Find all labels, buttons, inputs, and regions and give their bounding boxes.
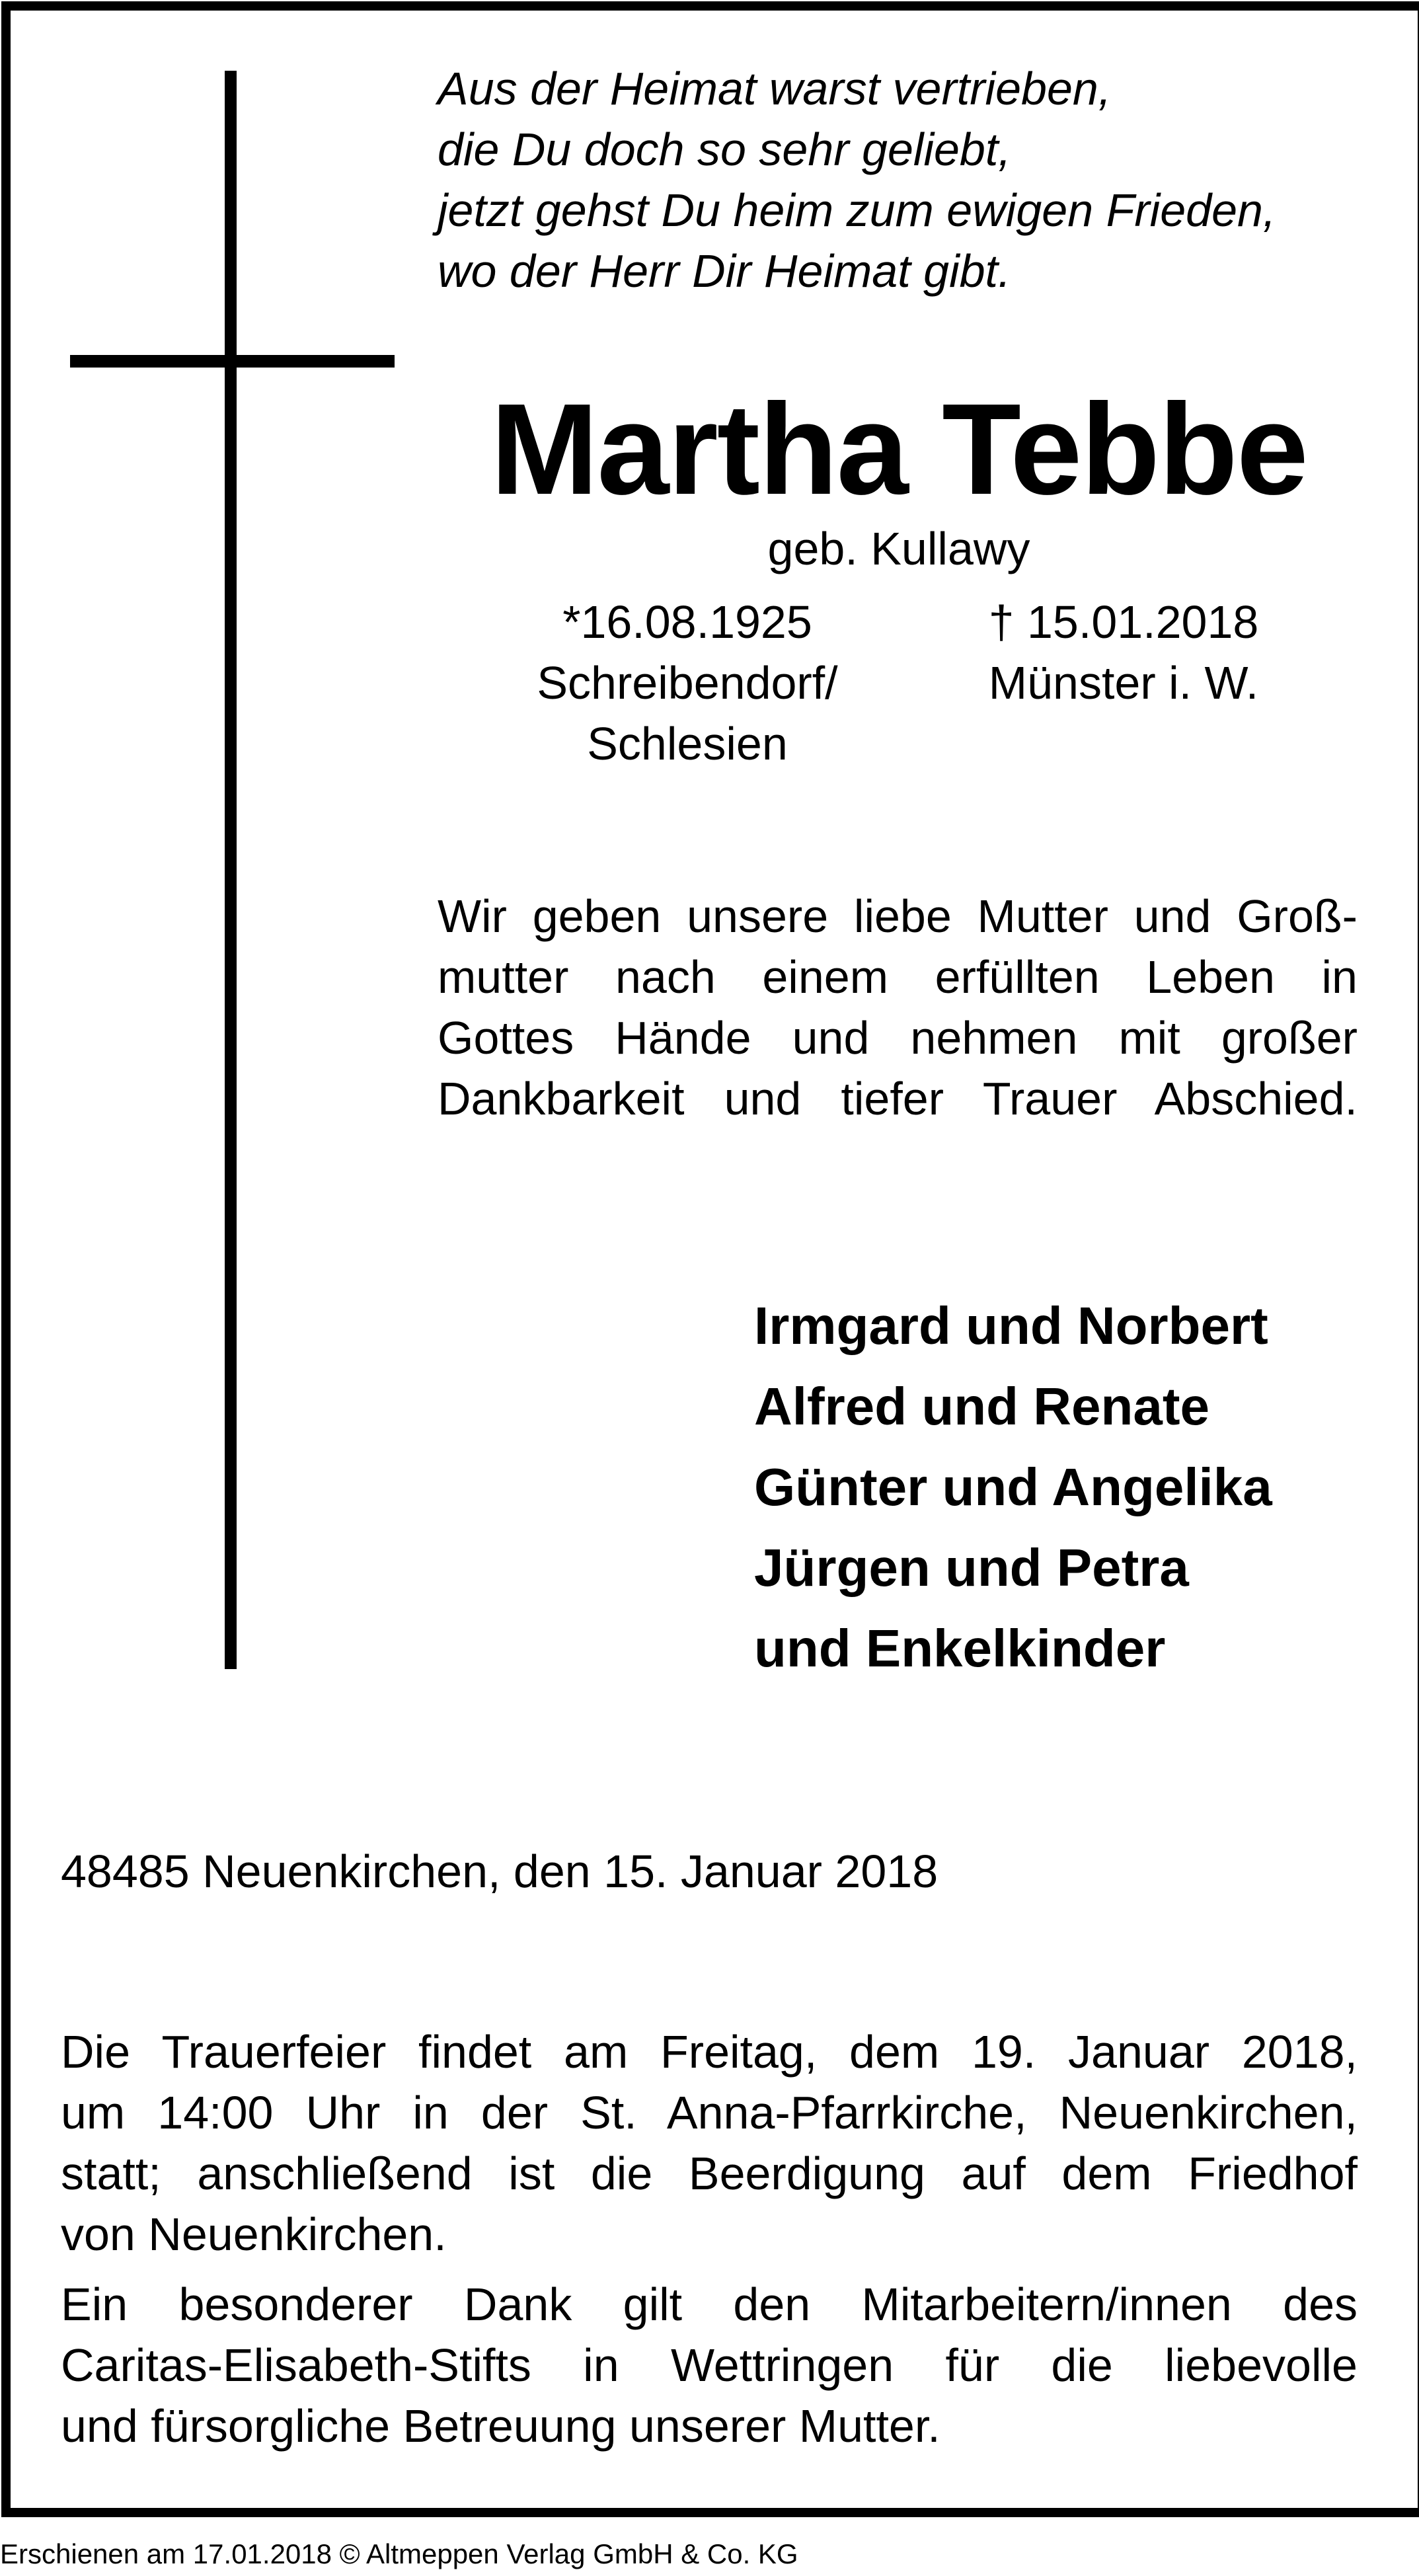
thanks-line: und fürsorgliche Betreuung unserer Mutter. (61, 2400, 940, 2452)
funeral-line: Die Trauerfeier findet am Freitag, dem 19. Januar 2018, (61, 2026, 1358, 2078)
funeral-line: von Neuenkirchen. (61, 2208, 447, 2260)
mourner-entry: Günter und Angelika (754, 1458, 1272, 1516)
poem-line: wo der Herr Dir Heimat gibt. (438, 245, 1011, 297)
thanks-notice (61, 2274, 1358, 2456)
publication-footer: Erschienen am 17.01.2018 © Altmeppen Verlag GmbH & Co. KG (0, 2538, 798, 2569)
cross-icon-horizontal-bar (70, 355, 395, 368)
thanks-line: Ein besonderer Dank gilt den Mitarbeitern/innen des (61, 2279, 1358, 2330)
statement-line: mutter nach einem erfüllten Leben in (438, 951, 1358, 1003)
deceased-name: Martha Tebbe (490, 377, 1307, 522)
birth-info (463, 592, 912, 774)
death-place: Münster i. W. (988, 657, 1259, 709)
poem-line: die Du doch so sehr geliebt, (438, 124, 1011, 175)
birth-place: Schreibendorf/ (537, 657, 838, 709)
mourners-list (754, 1286, 1389, 1689)
mourner-entry: Alfred und Renate (754, 1377, 1209, 1436)
family-statement (438, 886, 1358, 1129)
thanks-line: Caritas-Elisabeth-Stifts in Wettringen für die liebevolle (61, 2339, 1358, 2391)
cross-icon-vertical-bar (225, 71, 237, 1669)
statement-line: Wir geben unsere liebe Mutter und Groß- (438, 890, 1358, 942)
mourner-entry: Jürgen und Petra (754, 1538, 1189, 1597)
place-and-date: 48485 Neuenkirchen, den 15. Januar 2018 (61, 1846, 939, 1897)
memorial-poem (438, 58, 1363, 301)
birth-place-region: Schlesien (587, 718, 788, 769)
statement-line: Dankbarkeit und tiefer Trauer Abschied. (438, 1073, 1358, 1124)
mourner-entry: und Enkelkinder (754, 1619, 1166, 1678)
maiden-name: geb. Kullawy (767, 523, 1030, 574)
poem-line: jetzt gehst Du heim zum ewigen Frieden, (438, 184, 1276, 236)
funeral-notice (61, 2021, 1358, 2265)
death-info (945, 592, 1302, 713)
mourner-entry: Irmgard und Norbert (754, 1296, 1268, 1355)
birth-date: *16.08.1925 (562, 596, 812, 648)
poem-line: Aus der Heimat warst vertrieben, (438, 63, 1112, 114)
death-date: † 15.01.2018 (988, 596, 1259, 648)
funeral-line: statt; anschließend ist die Beerdigung auf dem Friedhof (61, 2148, 1358, 2199)
funeral-line: um 14:00 Uhr in der St. Anna-Pfarrkirche, Neuenkirchen, (61, 2087, 1358, 2138)
statement-line: Gottes Hände und nehmen mit großer (438, 1012, 1358, 1064)
